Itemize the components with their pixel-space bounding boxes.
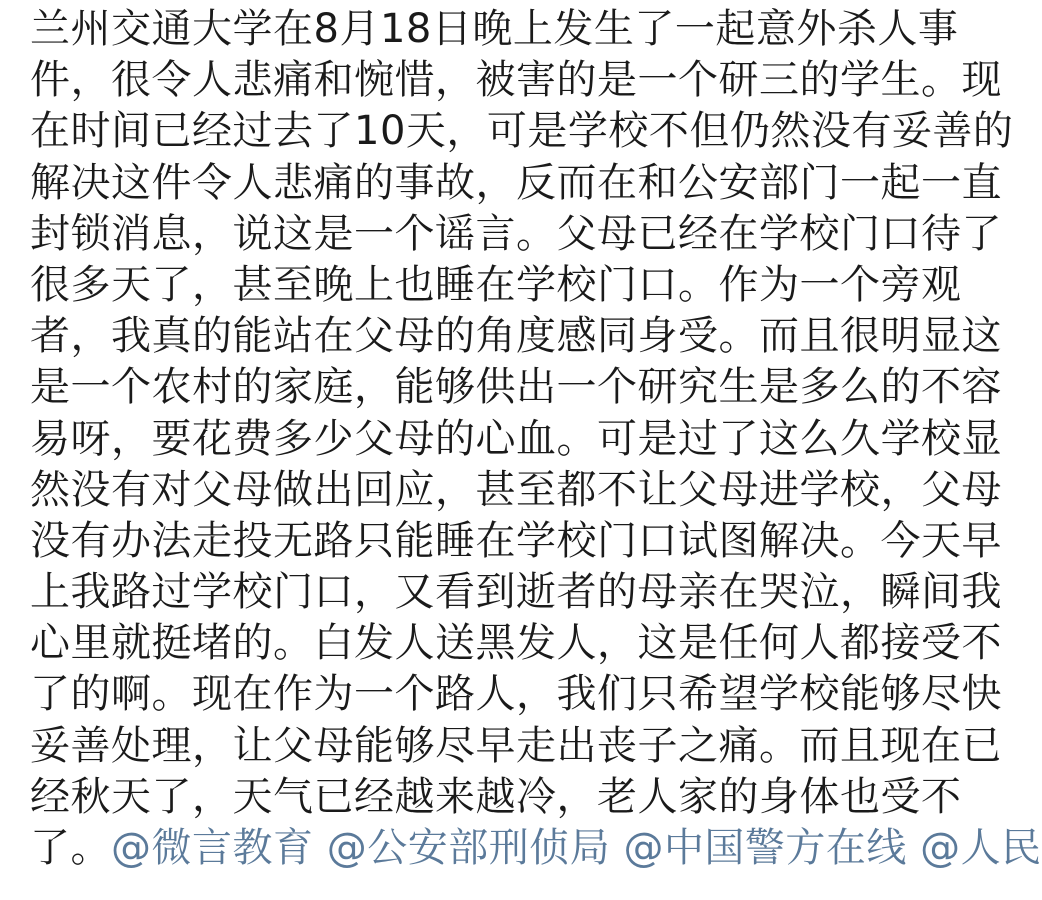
post-line-5: 封锁消息，说这是一个谣言。父母已经在学校门口待了 <box>30 210 1002 257</box>
mention-link-renmin[interactable]: @人民 <box>920 825 1042 871</box>
post-body <box>30 4 1042 874</box>
post-line-16: 经秋天了，天气已经越来越冷，老人家的身体也受不 <box>30 773 962 820</box>
post-line-8: 是一个农村的家庭，能够供出一个研究生是多么的不容 <box>30 364 1002 411</box>
post-line-3: 在时间已经过去了10天，可是学校不但仍然没有妥善的 <box>30 108 1014 155</box>
post-line-7: 者，我真的能站在父母的角度感同身受。而且很明显这 <box>30 313 1002 360</box>
post-line-2: 件，很令人悲痛和惋惜，被害的是一个研三的学生。现 <box>30 57 1002 104</box>
mention-link-weiyan-jiaoyu[interactable]: @微言教育 <box>111 825 314 871</box>
post-last-line <box>30 823 1042 874</box>
mention-link-gonganbu-xingzhenju[interactable]: @公安部刑侦局 <box>326 825 611 871</box>
post-line-6: 很多天了，甚至晚上也睡在学校门口。作为一个旁观 <box>30 261 962 308</box>
post-line-4: 解决这件令人悲痛的事故，反而在和公安部门一起一直 <box>30 159 1002 206</box>
post-last-line-text: 了。 <box>30 825 111 871</box>
post-line-15: 妥善处理，让父母能够尽早走出丧子之痛。而且现在已 <box>30 722 1002 769</box>
post-line-13: 心里就挺堵的。白发人送黑发人，这是任何人都接受不 <box>30 620 1002 667</box>
post-line-11: 没有办法走投无路只能睡在学校门口试图解决。今天早 <box>30 517 1002 564</box>
post-line-12: 上我路过学校门口，又看到逝者的母亲在哭泣，瞬间我 <box>30 569 1002 616</box>
post-line-14: 了的啊。现在作为一个路人，我们只希望学校能够尽快 <box>30 671 1002 718</box>
mention-link-zhongguo-jingfang[interactable]: @中国警方在线 <box>623 825 907 871</box>
post-line-10: 然没有对父母做出回应，甚至都不让父母进学校，父母 <box>30 466 1002 513</box>
post-line-1: 兰州交通大学在8月18日晚上发生了一起意外杀人事 <box>30 6 959 52</box>
post-line-9: 易呀，要花费多少父母的心血。可是过了这么久学校显 <box>30 415 1002 462</box>
